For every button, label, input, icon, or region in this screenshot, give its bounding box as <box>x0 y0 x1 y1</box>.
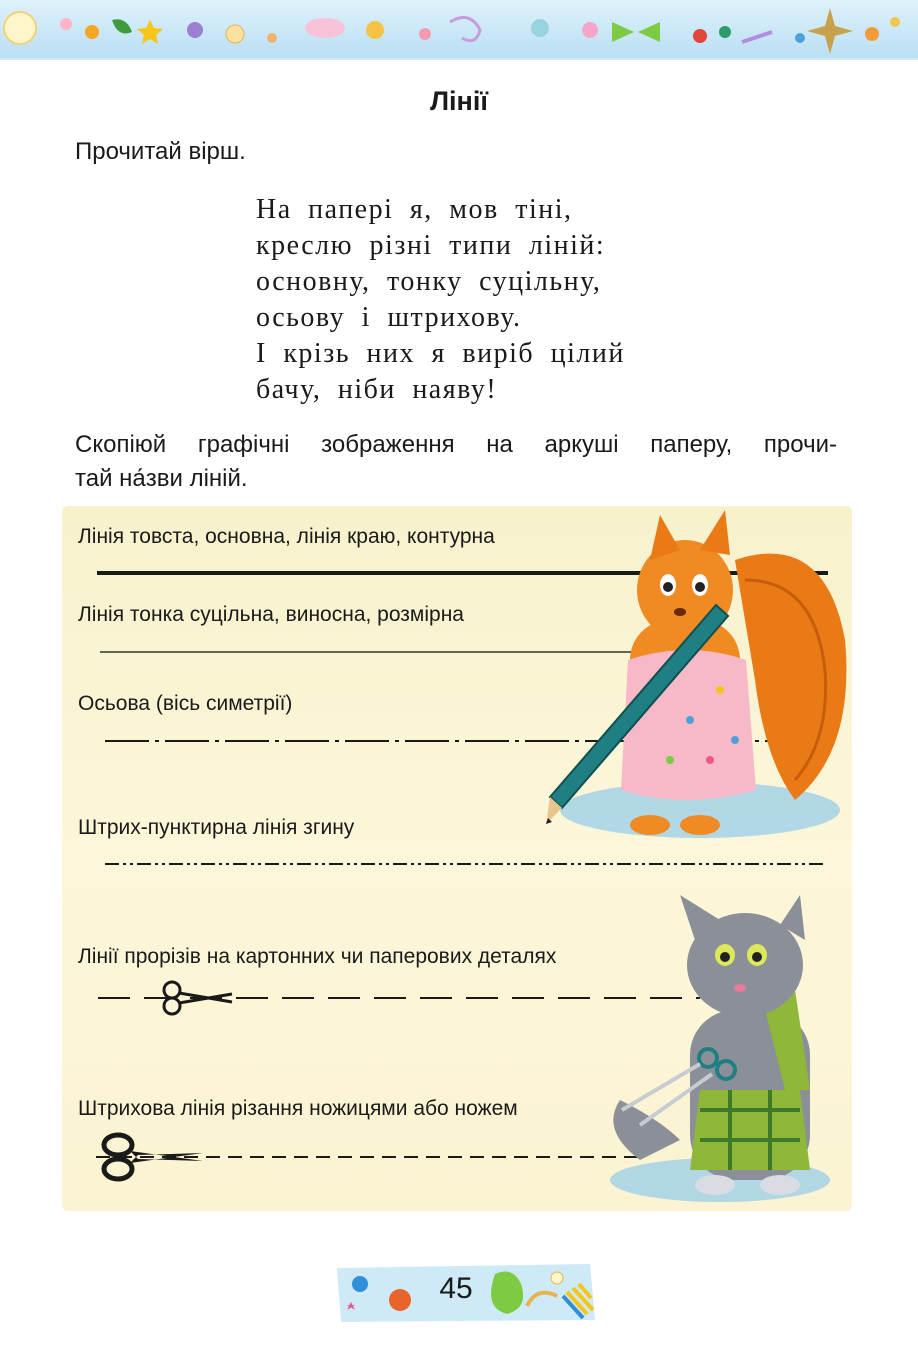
cat-illustration <box>610 895 830 1202</box>
line-type-label: Штрих-пунктирна лінія згину <box>78 816 355 839</box>
page-number: 45 <box>439 1272 473 1305</box>
intro-text: Прочитай вірш. <box>75 138 246 165</box>
line-type-label: Лінія товста, основна, лінія краю, контурна <box>78 525 495 548</box>
line-type-label: Штрихова лінія різання ножицями або ножем <box>78 1097 518 1120</box>
poem-line: осьову і штрихову. <box>256 302 522 333</box>
squirrel-illustration <box>546 510 846 838</box>
poem-line: бачу, ніби наяву! <box>256 374 498 405</box>
line-type-label: Осьова (вісь симетрії) <box>78 692 293 715</box>
line-type-label: Лінії прорізів на картонних чи паперових деталях <box>78 945 557 968</box>
line-type-label: Лінія тонка суцільна, виносна, розмірна <box>78 603 464 626</box>
poem-line: І крізь них я виріб цілий <box>256 338 625 369</box>
poem-line: основну, тонку суцільну, <box>256 266 602 297</box>
page-title: Лінії <box>430 86 488 116</box>
poem-line: креслю різні типи ліній: <box>256 230 606 261</box>
task-line: тай на́зви ліній. <box>75 465 248 492</box>
task-line: Скопіюй графічні зображення на аркуші паперу, прочи- <box>75 431 837 458</box>
poem-line: На папері я, мов тіні, <box>256 194 573 225</box>
